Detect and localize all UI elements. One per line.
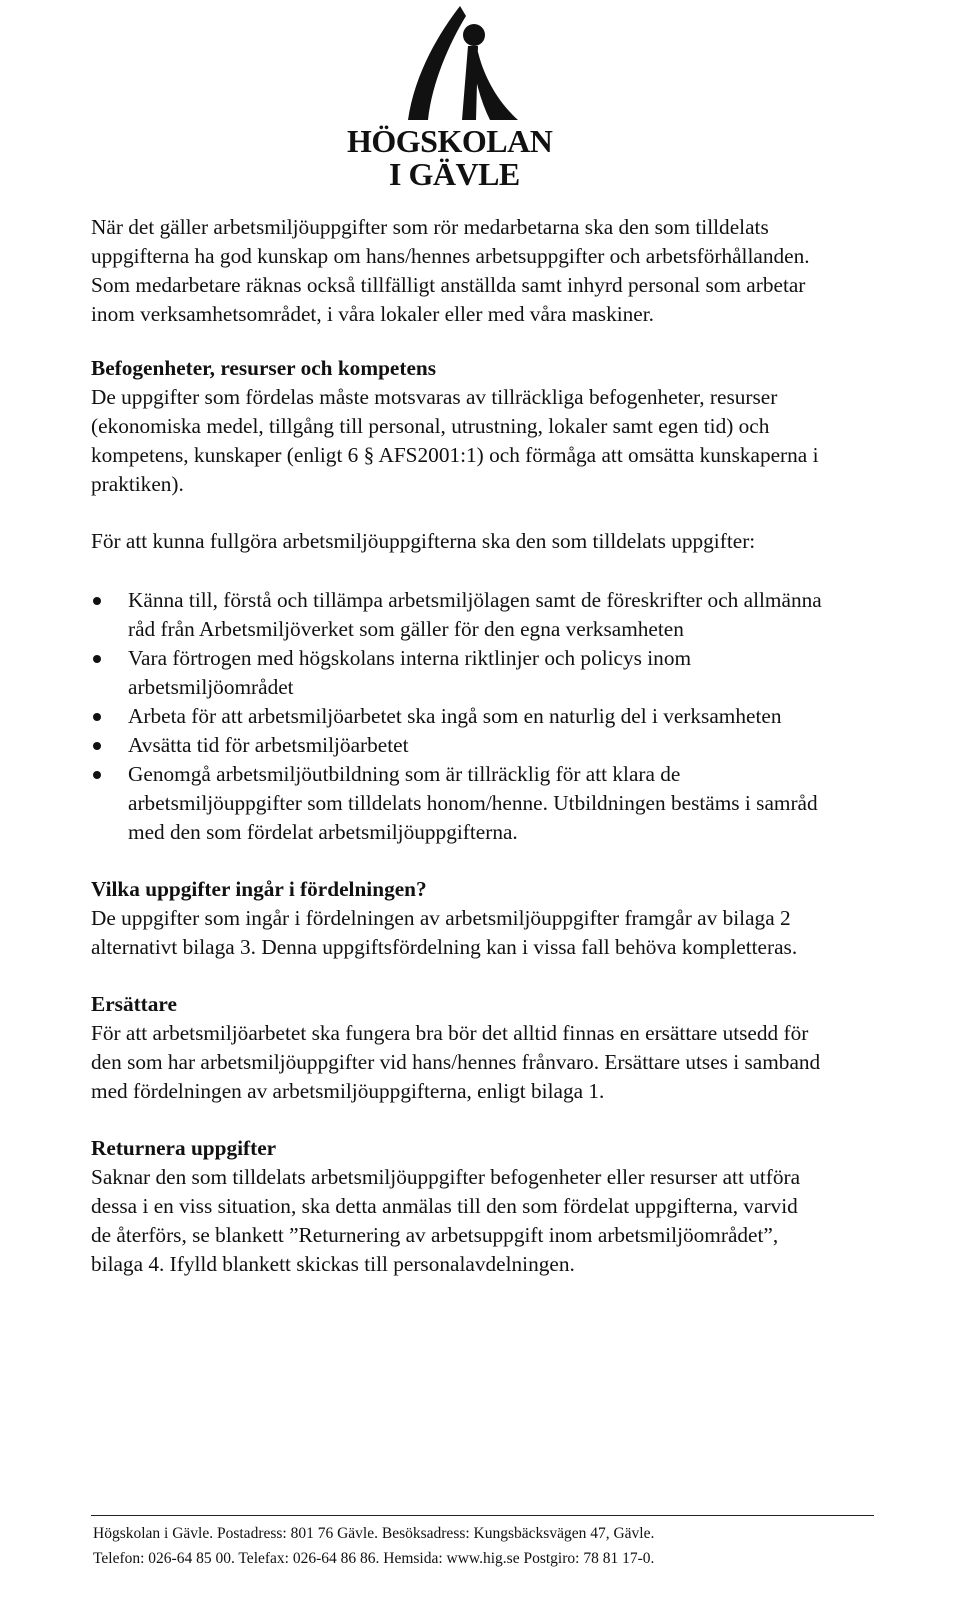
page-footer — [93, 1521, 654, 1571]
bullet-icon — [93, 597, 101, 605]
list-item-text: Genomgå arbetsmiljöutbildning som är tillräcklig för att klara de arbetsmiljöuppgifter som tilldelats honom/henne. Utbildningen bestäms i samråd med den som fördelat arbetsmiljöuppgifterna. — [128, 762, 818, 844]
list-item — [91, 586, 951, 644]
list-item — [91, 760, 951, 847]
logo-emblem-icon — [380, 2, 520, 122]
document-body — [91, 213, 951, 1279]
section-heading-befogenheter: Befogenheter, resurser och kompetens — [91, 356, 437, 380]
section-text-vilka: De uppgifter som ingår i fördelningen av arbetsmiljöuppgifter framgår av bilaga 2 alternativt bilaga 3. Denna uppgiftsfördelning kan i vissa fall behöva kompletteras. — [91, 906, 798, 959]
requirements-list — [91, 586, 951, 847]
lead-in-paragraph: För att kunna fullgöra arbetsmiljöuppgifterna ska den som tilldelats uppgifter: — [91, 529, 756, 553]
section-text-returnera: Saknar den som tilldelats arbetsmiljöuppgifter befogenheter eller resurser att utföra dessa i en viss situation, ska detta anmälas till den som fördelat uppgifterna, varvid de återförs, se blankett ”Returnering av arbetsuppgift inom arbetsmiljöområdet”, bilaga 4. Ifylld blankett skickas till personalavdelningen. — [91, 1165, 801, 1276]
bullet-icon — [93, 713, 101, 721]
footer-contact-line: Telefon: 026-64 85 00. Telefax: 026-64 86 86. Hemsida: www.hig.se Postgiro: 78 81 17-0. — [93, 1550, 655, 1567]
university-logo — [340, 2, 560, 192]
intro-paragraph: När det gäller arbetsmiljöuppgifter som rör medarbetarna ska den som tilldelats uppgifterna ha god kunskap om hans/hennes arbetsuppgifter och arbetsförhållanden. Som medarbetare räknas också tillfälligt anställda samt inhyrd personal som arbetar inom verksamhetsområdet, i våra lokaler eller med våra maskiner. — [91, 215, 810, 326]
bullet-icon — [93, 771, 101, 779]
bullet-icon — [93, 742, 101, 750]
list-item-text: Vara förtrogen med högskolans interna riktlinjer och policys inom arbetsmiljöområdet — [128, 646, 692, 699]
list-item-text: Avsätta tid för arbetsmiljöarbetet — [128, 733, 409, 757]
footer-divider — [91, 1515, 874, 1516]
list-item-text: Arbeta för att arbetsmiljöarbetet ska ingå som en naturlig del i verksamheten — [128, 704, 782, 728]
list-item — [91, 731, 951, 760]
list-item — [91, 702, 951, 731]
bullet-icon — [93, 655, 101, 663]
section-heading-ersattare: Ersättare — [91, 992, 177, 1016]
section-text-ersattare: För att arbetsmiljöarbetet ska fungera bra bör det alltid finnas en ersättare utsedd för den som har arbetsmiljöuppgifter vid hans/hennes frånvaro. Ersättare utses i samband med fördelningen av arbetsmiljöuppgifterna, enligt bilaga 1. — [91, 1021, 821, 1103]
footer-address-line: Högskolan i Gävle. Postadress: 801 76 Gävle. Besöksadress: Kungsbäcksvägen 47, Gävle. — [93, 1525, 655, 1542]
list-item-text: Känna till, förstå och tillämpa arbetsmiljölagen samt de föreskrifter och allmänna råd från Arbetsmiljöverket som gäller för den egna verksamheten — [128, 588, 822, 641]
section-heading-returnera: Returnera uppgifter — [91, 1136, 277, 1160]
section-text-befogenheter: De uppgifter som fördelas måste motsvaras av tillräckliga befogenheter, resurser (ekonomiska medel, tillgång till personal, utrustning, lokaler samt egen tid) och kompetens, kunskaper (enligt 6 § AFS2001:1) och förmåga att omsätta kunskaperna i praktiken). — [91, 385, 819, 496]
list-item — [91, 644, 951, 702]
logo-text-line2: I GÄVLE — [389, 156, 520, 192]
section-heading-vilka: Vilka uppgifter ingår i fördelningen? — [91, 877, 427, 901]
logo-text-line1: HÖGSKOLAN — [347, 123, 553, 159]
